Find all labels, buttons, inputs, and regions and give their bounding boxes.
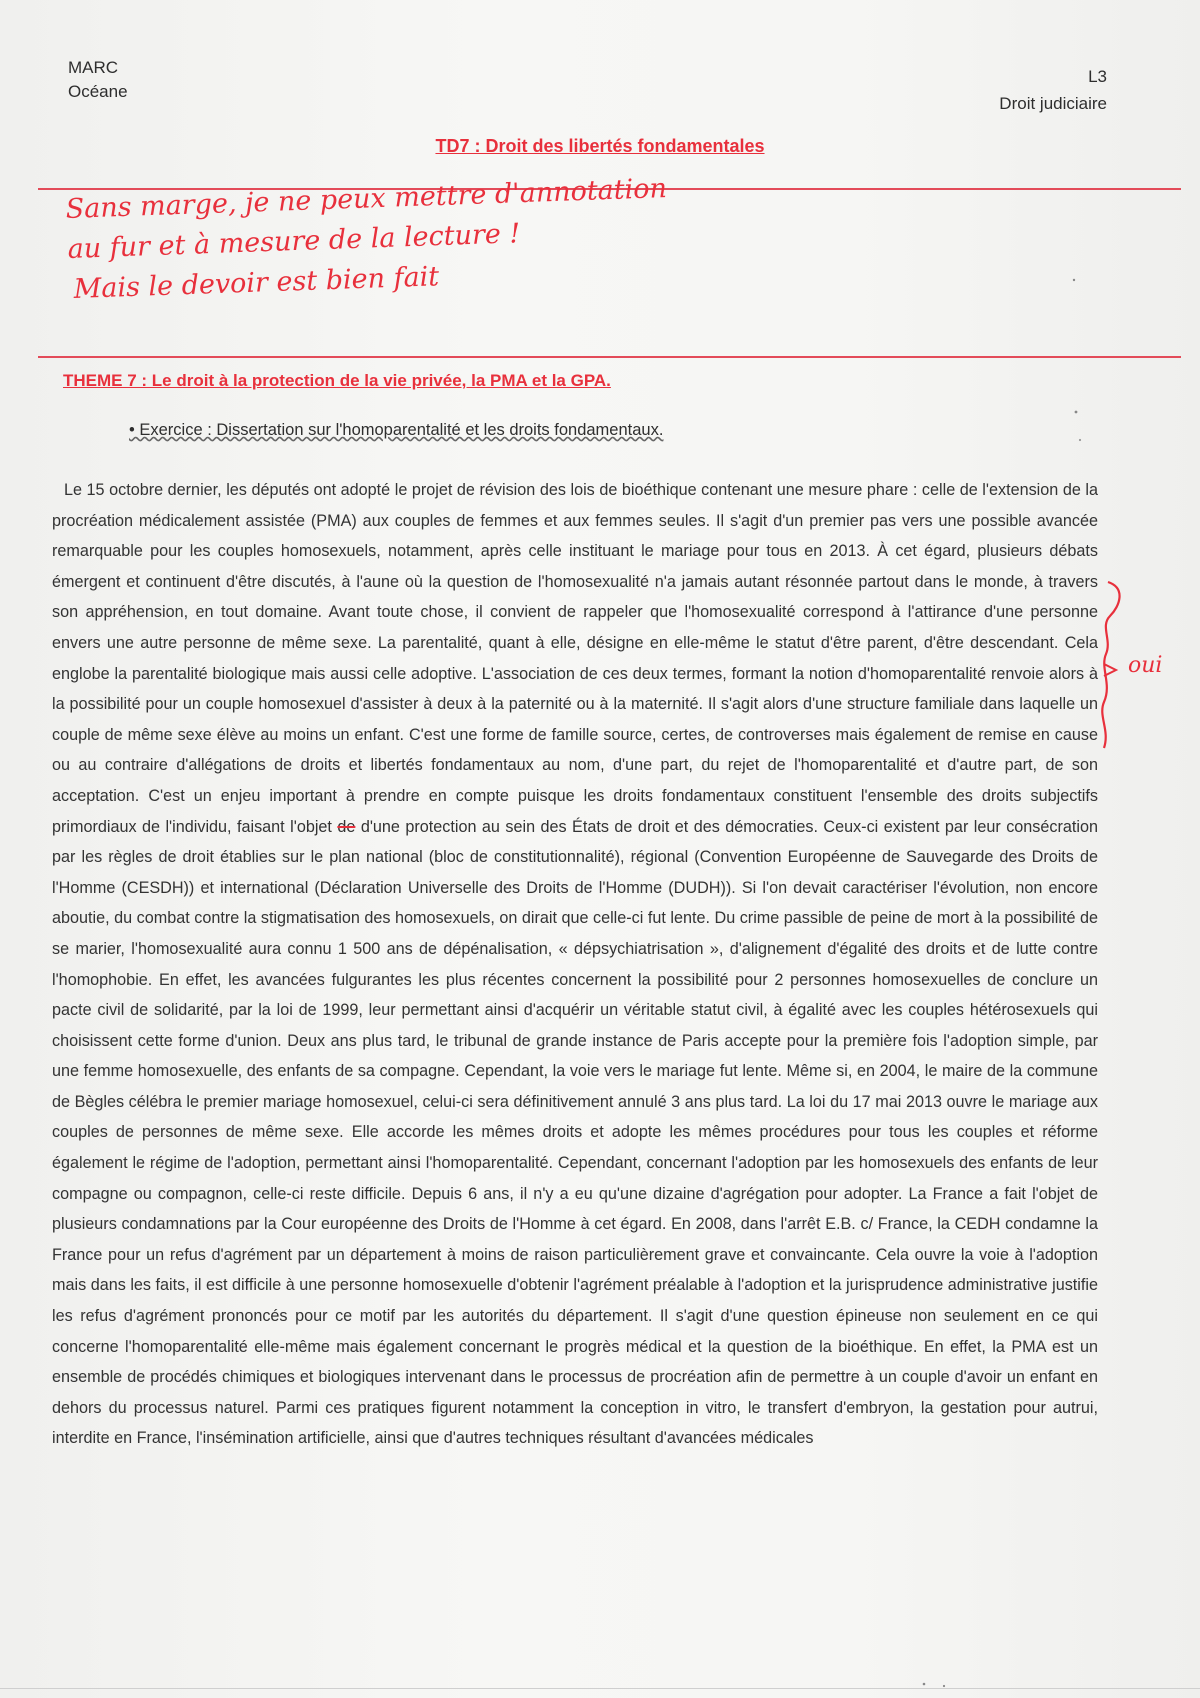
struck-word: de — [337, 817, 356, 836]
exercise-title: • Exercice : Dissertation sur l'homoparentalité et les droits fondamentaux. — [129, 421, 664, 439]
annotation-line-3: Mais le devoir est bien fait — [73, 261, 440, 305]
course-name: Droit judiciaire — [999, 94, 1107, 113]
student-name-block — [68, 56, 128, 104]
page-title: TD7 : Droit des libertés fondamentales — [435, 136, 765, 156]
annotation-line-2: au fur et à mesure de la lecture ! — [67, 218, 521, 265]
page-bottom-edge — [0, 1688, 1200, 1689]
margin-note: oui — [1128, 653, 1163, 678]
margin-bracket-tip — [1104, 664, 1116, 676]
margin-bracket — [1102, 582, 1119, 748]
essay-text-part-1: Le 15 octobre dernier, les députés ont adopté le projet de révision des lois de bioéthique contenant une mesure phare : celle de l'extension de la procréation médicalement assistée (PMA) aux couples de femmes et aux femmes seules. Il s'agit d'un premier pas vers une possible avancée remarquable pour les couples homosexuels, notamment, après celle instituant le mariage pour tous en 2013. À cet égard, plusieurs débats émergent et continuent d'être discutés, à l'aune où la question de l'homosexualité n'a jamais autant résonnée partout dans le monde, à travers son appréhension, en tout domaine. Avant toute chose, il convient de rappeler que l'homosexualité correspond à l'attirance d'une personne envers une autre personne de même sexe. La parentalité, quant à elle, désigne en elle-même le statut d'être parent, d'être descendant. Cela englobe la parentalité biologique mais aussi celle adoptive. L'association de ces deux termes, formant la notion d'homoparentalité renvoie alors à la possibilité pour un couple homosexuel d'assister à deux à la paternité ou à la maternité. Il s'agit alors d'une structure familiale dans laquelle un couple de même sexe élève au moins un enfant. C'est une forme de famille source, certes, de controverses mais également de remise en cause ou au contraire d'allégations de droits et libertés fondamentaux au nom, d'une part, du rejet de l'homoparentalité et d'autre part, de son acceptation. C'est un enjeu important à prendre en compte puisque les droits fondamentaux constituent l'ensemble des droits subjectifs primordiaux de l'individu, faisant l'objet — [52, 481, 1098, 836]
essay-text-part-2: d'une protection au sein des États de droit et des démocraties. Ceux-ci existent par leur consécration par les règles de droit établies sur le plan national (bloc de constitutionnalité), régional (Convention Européenne de Sauvegarde des Droits de l'Homme (CESDH)) et international (Déclaration Universelle des Droits de l'Homme (DUDH)). Si l'on devait caractériser l'évolution, non encore aboutie, du combat contre la stigmatisation des homosexuels, on dirait que celle-ci fut lente. Du crime passible de peine de mort à la possibilité de se marier, l'homosexualité aura connu 1 500 ans de dépénalisation, « dépsychiatrisation », d'alignement d'égalité des droits et de lutte contre l'homophobie. En effet, les avancées fulgurantes les plus récentes concernent la possibilité pour 2 personnes homosexuelles de conclure un pacte civil de solidarité, par la loi de 1999, leur permettant ainsi d'acquérir un véritable statut civil, à égalité avec les couples hétérosexuels qui choisissent cette forme d'union. Deux ans plus tard, le tribunal de grande instance de Paris accepte pour la première fois l'adoption simple, par une femme homosexuelle, des enfants de sa compagne. Cependant, la voie vers le mariage fut lente. Même si, en 2004, le maire de la commune de Bègles célébra le premier mariage homosexuel, celui-ci sera définitivement annulé 3 ans plus tard. La loi du 17 mai 2013 ouvre le mariage aux couples de personnes de même sexe. Elle accorde les mêmes droits et adopte les mêmes procédures pour tous les couples et réforme également le régime de l'adoption, permettant ainsi l'homoparentalité. Cependant, concernant l'adoption par les homosexuels des enfants de leur compagne ou compagnon, celle-ci reste difficile. Depuis 6 ans, il n'y a eu qu'une dizaine d'agrégation pour adopter. La France a fait l'objet de plusieurs condamnations par la Cour européenne des Droits de l'Homme à cet égard. En 2008, dans l'arrêt E.B. c/ France, la CEDH condamne la France pour un refus d'agrément par un département à moins de raison particulièrement grave et convaincante. Cela ouvre la voie à l'adoption mais dans les faits, il est difficile à une personne homosexuelle d'obtenir l'agrément préalable à l'adoption et la jurisprudence administrative justifie les refus d'agrément prononcés pour ce motif par les autorités du département. Il s'agit d'une question épineuse non seulement en ce qui concerne l'homoparentalité elle-même mais également concernant le progrès médical et la question de la bioéthique. En effet, la PMA est un ensemble de procédés chimiques et biologiques intervenant dans le processus de procréation afin de permettre à un couple d'avoir un enfant en dehors du processus naturel. Parmi ces pratiques figurent notamment la conception in vitro, le transfert d'embryon, la gestation pour autrui, interdite en France, l'insémination artificielle, ainsi que d'autres techniques résultant d'avancées médicales — [52, 817, 1098, 1448]
annotation-line-1: Sans marge, je ne peux mettre d'annotation — [65, 173, 668, 225]
essay-body — [52, 475, 1098, 1454]
theme-title: THEME 7 : Le droit à la protection de la vie privée, la PMA et la GPA. — [63, 371, 611, 390]
course-info-block — [999, 63, 1107, 117]
student-last-name: MARC — [68, 58, 119, 77]
bottom-red-divider — [38, 356, 1181, 358]
course-level: L3 — [1088, 67, 1107, 86]
student-first-name: Océane — [68, 82, 128, 101]
top-red-divider — [38, 188, 1181, 190]
